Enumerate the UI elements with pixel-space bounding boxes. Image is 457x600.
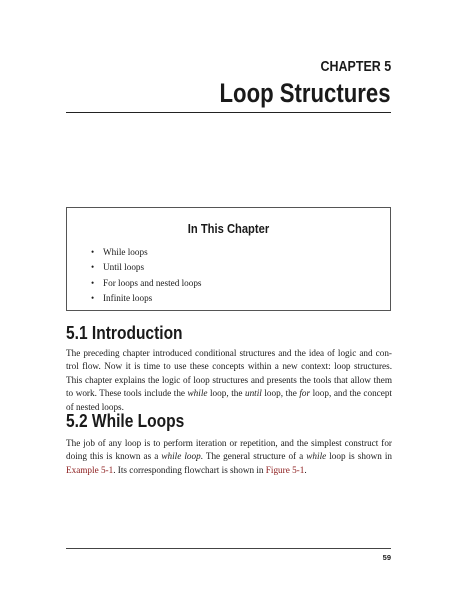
while-loops-paragraph (66, 437, 392, 477)
text-run: loop, and the concept (310, 388, 392, 399)
text-run: to work. These tools include the (66, 388, 188, 399)
text-run: . Its corresponding flowchart is shown in (113, 464, 266, 475)
emphasis-while-loop: while loop (161, 451, 201, 462)
text-run: loop is shown in (326, 451, 392, 462)
paragraph-line (66, 464, 392, 477)
emphasis-while: while (187, 388, 208, 399)
list-item: • Infinite loops (91, 291, 202, 306)
introduction-paragraph (66, 347, 392, 414)
chapter-topics-list (91, 245, 202, 306)
emphasis-until: until (244, 388, 262, 399)
emphasis-for: for (299, 388, 311, 399)
chapter-label: CHAPTER 5 (320, 59, 391, 75)
footer-divider (66, 548, 391, 549)
section-heading-introduction: 5.1 Introduction (66, 322, 183, 343)
paragraph-line (66, 387, 392, 400)
paragraph-line: The job of any loop is to perform iteration or repetition, and the simplest construct for (66, 438, 392, 448)
paragraph-line: This chapter explains the logic of loop structures and presents the tools that allow them (66, 374, 392, 385)
list-item: • Until loops (91, 260, 202, 275)
page-number: 59 (382, 553, 391, 562)
in-this-chapter-box (66, 207, 391, 311)
title-divider (66, 112, 391, 113)
text-run: doing this is known as a (66, 451, 162, 462)
paragraph-line: of nested loops. (66, 401, 124, 412)
list-item: • While loops (91, 245, 202, 260)
emphasis-while: while (306, 451, 327, 462)
example-5-1-link[interactable]: Example 5-1 (66, 464, 114, 475)
list-item: • For loops and nested loops (91, 276, 202, 291)
figure-5-1-link[interactable]: Figure 5-1 (265, 464, 305, 475)
chapter-title: Loop Structures (220, 78, 391, 108)
text-run: . (304, 464, 307, 475)
paragraph-line: The preceding chapter introduced conditional structures and the idea of logic and con- (66, 348, 392, 358)
text-run: loop, the (261, 388, 300, 399)
section-heading-while-loops: 5.2 While Loops (66, 410, 185, 431)
in-this-chapter-title: In This Chapter (187, 221, 270, 236)
paragraph-line (66, 450, 392, 463)
text-run: . The general structure of a (200, 451, 307, 462)
text-run: loop, the (207, 388, 245, 399)
paragraph-line: trol flow. Now it is time to use these concepts within a new context: loop structures. (66, 361, 392, 372)
